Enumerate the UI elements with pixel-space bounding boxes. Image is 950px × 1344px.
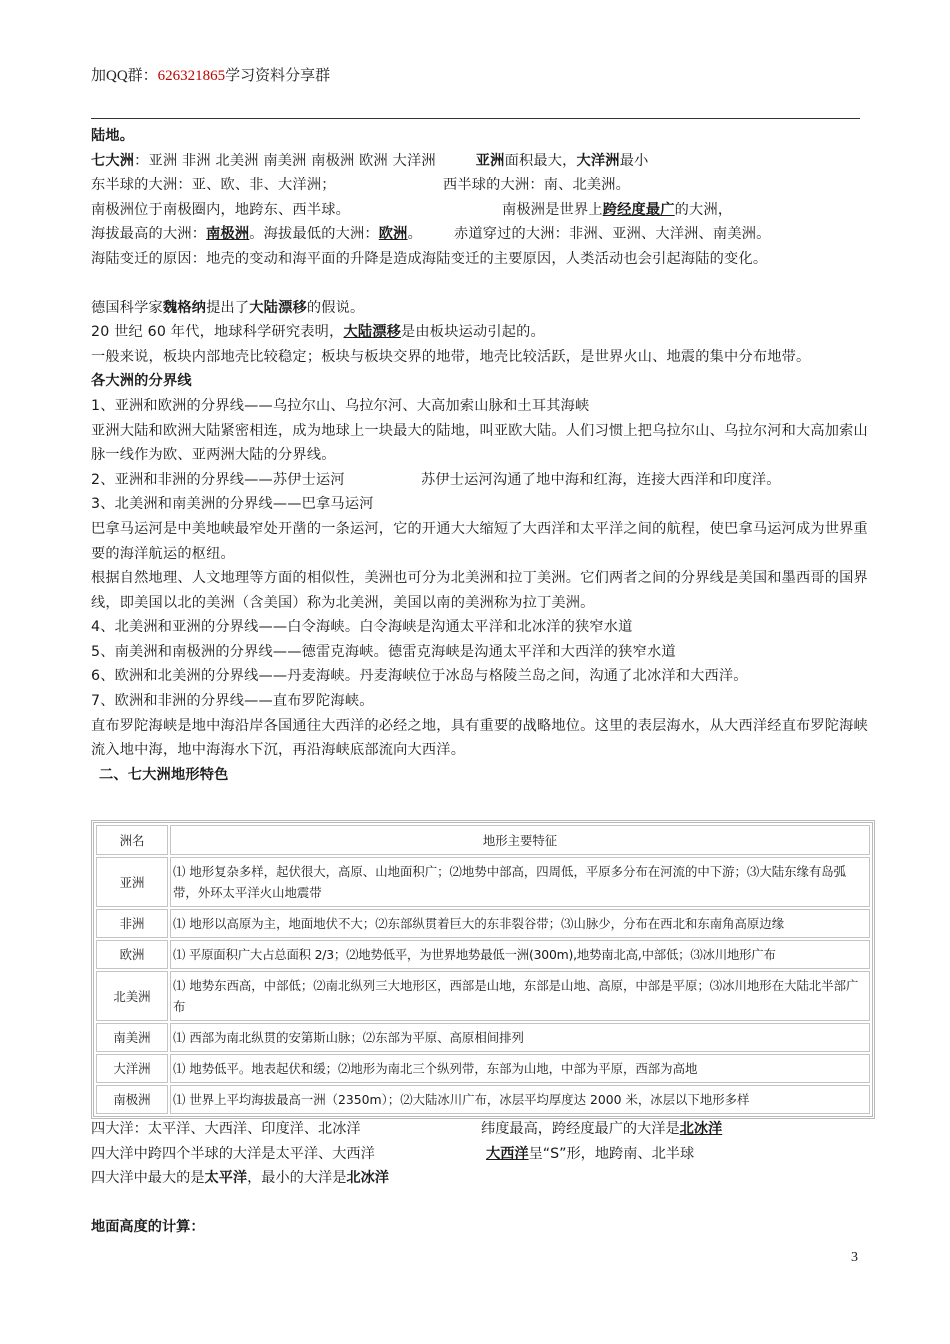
text-line	[91, 173, 871, 198]
continent-name-cell: 大洋洲	[96, 1054, 168, 1083]
text-span: 德国科学家	[91, 299, 163, 316]
terrain-cell: ⑴ 地势东西高，中部低；⑵南北纵列三大地形区，西部是山地，东部是山地、高原，中部是平原；⑶冰川地形在大陆北半部广布	[170, 971, 870, 1021]
text-span: 四大洋：太平洋、大西洋、印度洋、北冰洋	[91, 1121, 361, 1137]
text-line	[91, 222, 871, 247]
continent-name-cell: 南美洲	[96, 1023, 168, 1052]
text-span: 面积最大，	[504, 152, 577, 169]
bold-term: 亚洲	[475, 152, 505, 169]
terrain-cell: ⑴ 西部为南北纵贯的安第斯山脉；⑵东部为平原、高原相间排列	[170, 1023, 870, 1052]
text-span: 海拔最高的大洲：	[91, 226, 207, 243]
column-header: 洲名	[96, 825, 168, 855]
text-paragraph: 根据自然地理、人文地理等方面的相似性，美洲也可分为北美洲和拉丁美洲。它们两者之间的分界线是美国和墨西哥的国界线，即美国以北的美洲（含美国）称为北美洲，美国以南的美洲称为拉丁美洲。	[91, 570, 868, 611]
bold-underlined-term: 欧洲	[378, 226, 408, 243]
bold-underlined-term: 南极洲	[206, 226, 250, 243]
header-rule	[91, 118, 860, 119]
qq-number: 626321865	[157, 68, 226, 84]
bold-term: 魏格纳	[162, 299, 207, 316]
terrain-cell: ⑴ 地势低平。地表起伏和缓；⑵地形为南北三个纵列带，东部为山地，中部为平原，西部为高地	[170, 1054, 870, 1083]
text-span: 纬度最高，跨经度最广的大洋是	[481, 1121, 680, 1137]
text-line	[91, 1117, 871, 1142]
text-line: 4、北美洲和亚洲的分界线——白令海峡。白令海峡是沟通太平洋和北冰洋的狭窄水道	[91, 619, 633, 636]
text-span: 。海拔最低的大洲：	[249, 226, 379, 243]
text-line: 7、欧洲和非洲的分界线——直布罗陀海峡。	[91, 693, 374, 710]
text-paragraph: 亚洲大陆和欧洲大陆紧密相连，成为地球上一块最大的陆地，叫亚欧大陆。人们习惯上把乌拉尔山、乌拉尔河和大高加索山脉一线作为欧、亚两洲大陆的分界线。	[91, 422, 868, 464]
continent-name-cell: 非洲	[96, 909, 168, 938]
text-line	[91, 468, 871, 493]
section-heading: 各大洲的分界线	[91, 373, 192, 390]
continent-name-cell: 北美洲	[96, 971, 168, 1021]
text-line	[91, 296, 871, 321]
text-span: 赤道穿过的大洲：非洲、亚洲、大洋洲、南美洲。	[453, 226, 771, 243]
text-span: 东半球的大洲：亚、欧、非、大洋洲；	[91, 177, 336, 194]
terrain-cell: ⑴ 平原面积广大占总面积 2/3；⑵地势低平，为世界地势最低一洲(300m),地势南北高,中部低；⑶冰川地形广布	[170, 940, 870, 969]
text-paragraph: 直布罗陀海峡是地中海沿岸各国通往大西洋的必经之地，具有重要的战略地位。这里的表层海水，从大西洋经直布罗陀海峡流入地中海，地中海海水下沉，再沿海峡底部流向大西洋。	[91, 717, 868, 759]
text-span: 。	[407, 226, 422, 243]
header-prefix: 加QQ群：	[91, 68, 158, 84]
continent-name-cell: 欧洲	[96, 940, 168, 969]
bold-term: 七大洲	[91, 152, 135, 169]
text-line: 6、欧洲和北美洲的分界线——丹麦海峡。丹麦海峡位于冰岛与格陵兰岛之间，沟通了北冰洋和大西洋。	[91, 668, 748, 685]
text-span: ，最小的大洋是	[247, 1170, 347, 1187]
text-line	[91, 1142, 871, 1167]
table-row	[96, 971, 870, 1021]
table-row	[96, 1085, 870, 1114]
terrain-cell: ⑴ 地形复杂多样，起伏很大，高原、山地面积广；⑵地势中部高，四周低，平原多分布在河流的中下游；⑶大陆东缘有岛弧带，外环太平洋火山地震带	[170, 857, 870, 907]
terrain-cell: ⑴ 地形以高原为主，地面地伏不大；⑵东部纵贯着巨大的东非裂谷带；⑶山脉少，分布在西北和东南角高原边缘	[170, 909, 870, 938]
column-header: 地形主要特征	[170, 825, 870, 855]
table-row	[96, 940, 870, 969]
header-suffix: 学习资料分享群	[225, 68, 331, 84]
bold-term: 北冰洋	[346, 1170, 389, 1187]
continent-name-cell: 亚洲	[96, 857, 168, 907]
text-span: 苏伊士运河沟通了地中海和红海，连接大西洋和印度洋。	[421, 471, 781, 488]
text-span: 四大洋中最大的是	[91, 1170, 205, 1187]
page-number: 3	[851, 1250, 858, 1265]
bold-underlined-term: 跨经度最广	[602, 201, 675, 218]
bold-term: 大洋洲	[576, 152, 620, 169]
terrain-cell: ⑴ 世界上平均海拔最高一洲（2350m）；⑵大陆冰川广布，冰层平均厚度达 2000 米，冰层以下地形多样	[170, 1085, 870, 1114]
text-line	[91, 198, 871, 223]
bold-term: 太平洋	[204, 1170, 248, 1187]
table-row	[96, 1054, 870, 1083]
text-span: 南极洲位于南极圈内，地跨东、西半球。	[91, 201, 350, 218]
continent-name-cell: 南极洲	[96, 1085, 168, 1114]
text-span: 提出了	[206, 299, 250, 316]
text-span: ：亚洲 非洲 北美洲 南美洲 南极洲 欧洲 大洋洲	[134, 152, 436, 169]
bold-underlined-term: 北冰洋	[679, 1121, 723, 1137]
section-heading: 二、七大洲地形特色	[99, 766, 229, 783]
section-heading: 地面高度的计算：	[91, 1218, 205, 1235]
text-span: 最小	[619, 152, 649, 169]
text-span: 2、亚洲和非洲的分界线——苏伊士运河	[91, 471, 345, 488]
text-line: 5、南美洲和南极洲的分界线——德雷克海峡。德雷克海峡是沟通太平洋和大西洋的狭窄水道	[91, 643, 676, 660]
page-header	[91, 64, 330, 85]
table-row	[96, 857, 870, 907]
document-body	[91, 124, 871, 787]
bold-underlined-term: 大西洋	[486, 1145, 529, 1162]
table-row	[96, 909, 870, 938]
text-paragraph: 一般来说，板块内部地壳比较稳定；板块与板块交界的地带，地壳比较活跃，是世界火山、地震的集中分布地带。	[91, 348, 811, 365]
text-span: 是由板块运动引起的。	[401, 324, 545, 341]
text-line: 海陆变迁的原因：地壳的变动和海平面的升降是造成海陆变迁的主要原因，人类活动也会引起海陆的变化。	[91, 250, 768, 267]
text-line: 陆地。	[91, 128, 135, 144]
oceans-section	[91, 1117, 871, 1239]
text-line	[91, 1166, 871, 1191]
text-span: 四大洋中跨四个半球的大洋是太平洋、大西洋	[91, 1145, 375, 1162]
text-line	[91, 320, 871, 345]
continent-terrain-table	[91, 820, 875, 1119]
text-span: 20 世纪 60 年代，地球科学研究表明，	[91, 324, 344, 341]
table-row	[96, 1023, 870, 1052]
text-span: 呈“S”形，地跨南、北半球	[528, 1145, 695, 1162]
text-span: 的假说。	[306, 299, 365, 316]
table-header-row	[96, 825, 870, 855]
text-span: 的大洲，	[674, 201, 733, 218]
bold-underlined-term: 大陆漂移	[343, 324, 402, 341]
text-line	[91, 149, 871, 174]
text-line: 1、亚洲和欧洲的分界线——乌拉尔山、乌拉尔河、大高加索山脉和土耳其海峡	[91, 397, 590, 414]
bold-term: 大陆漂移	[249, 299, 307, 316]
text-line: 3、北美洲和南美洲的分界线——巴拿马运河	[91, 496, 374, 513]
text-span: 西半球的大洲：南、北美洲。	[443, 177, 631, 194]
text-span: 南极洲是世界上	[502, 201, 603, 218]
text-paragraph: 巴拿马运河是中美地峡最窄处开凿的一条运河，它的开通大大缩短了大西洋和太平洋之间的航程，使巴拿马运河成为世界重要的海洋航运的枢纽。	[91, 520, 868, 562]
